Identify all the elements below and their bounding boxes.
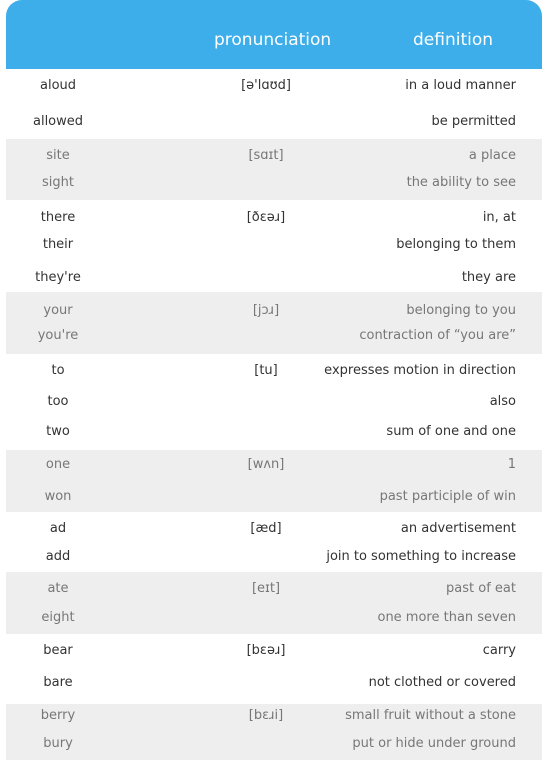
- definition-cell: sum of one and one: [386, 424, 516, 439]
- definition-cell: not clothed or covered: [368, 675, 516, 690]
- definition-cell: past participle of win: [379, 489, 516, 504]
- pronunciation-cell: [bɛɹi]: [248, 708, 284, 723]
- definition-cell: small fruit without a stone: [345, 708, 516, 723]
- header-definition: definition: [413, 30, 494, 50]
- definition-cell: be permitted: [431, 114, 516, 129]
- word-cell: allowed: [32, 114, 84, 129]
- table-header: [6, 0, 542, 69]
- word-cell: you're: [37, 328, 79, 343]
- pronunciation-cell: [sɑɪt]: [248, 148, 284, 163]
- definition-cell: also: [489, 394, 516, 409]
- definition-cell: 1: [507, 457, 516, 472]
- word-cell: one: [45, 457, 71, 472]
- word-cell: won: [44, 489, 72, 504]
- definition-cell: belonging to them: [396, 237, 516, 252]
- definition-cell: in a loud manner: [405, 78, 516, 93]
- definition-cell: a place: [468, 148, 516, 163]
- definition-cell: in, at: [482, 210, 516, 225]
- homophones-table: [6, 0, 542, 760]
- word-cell: to: [51, 363, 65, 378]
- word-cell: ad: [49, 521, 67, 536]
- definition-cell: the ability to see: [406, 175, 516, 190]
- definition-cell: they are: [461, 270, 516, 285]
- word-group: [6, 634, 542, 704]
- pronunciation-cell: [bɛəɹ]: [246, 643, 286, 658]
- definition-cell: contraction of “you are”: [359, 328, 516, 343]
- word-group: [6, 354, 542, 450]
- table-body: [6, 69, 542, 760]
- word-group: [6, 69, 542, 139]
- definition-cell: put or hide under ground: [352, 736, 516, 751]
- word-cell: sight: [42, 175, 74, 190]
- pronunciation-cell: [ðɛəɹ]: [246, 210, 286, 225]
- definition-cell: an advertisement: [400, 521, 516, 536]
- word-cell: bare: [43, 675, 73, 690]
- word-cell: site: [46, 148, 70, 163]
- pronunciation-cell: [tu]: [254, 363, 278, 378]
- definition-cell: expresses motion in direction: [324, 363, 516, 378]
- pronunciation-cell: [eɪt]: [251, 581, 281, 596]
- word-cell: their: [42, 237, 74, 252]
- definition-cell: belonging to you: [406, 303, 516, 318]
- definition-cell: join to something to increase: [326, 549, 516, 564]
- definition-cell: one more than seven: [377, 610, 516, 625]
- word-group: [6, 292, 542, 354]
- word-cell: aloud: [39, 78, 77, 93]
- header-pronunciation: pronunciation: [214, 30, 332, 50]
- word-cell: add: [45, 549, 71, 564]
- word-group: [6, 704, 542, 760]
- word-group: [6, 512, 542, 572]
- word-cell: bear: [43, 643, 73, 658]
- pronunciation-cell: [æd]: [250, 521, 282, 536]
- word-cell: there: [40, 210, 76, 225]
- word-cell: eight: [41, 610, 75, 625]
- definition-cell: past of eat: [446, 581, 516, 596]
- word-cell: your: [43, 303, 73, 318]
- pronunciation-cell: [jɔɹ]: [252, 303, 280, 318]
- word-cell: bury: [43, 736, 73, 751]
- word-cell: berry: [40, 708, 76, 723]
- word-group: [6, 572, 542, 634]
- pronunciation-cell: [wʌn]: [247, 457, 285, 472]
- definition-cell: carry: [482, 643, 516, 658]
- word-cell: they're: [35, 270, 81, 285]
- word-cell: ate: [47, 581, 69, 596]
- word-group: [6, 200, 542, 292]
- word-group: [6, 139, 542, 200]
- word-cell: two: [46, 424, 70, 439]
- word-cell: too: [47, 394, 69, 409]
- word-group: [6, 450, 542, 512]
- pronunciation-cell: [ə'lɑʊd]: [241, 78, 291, 93]
